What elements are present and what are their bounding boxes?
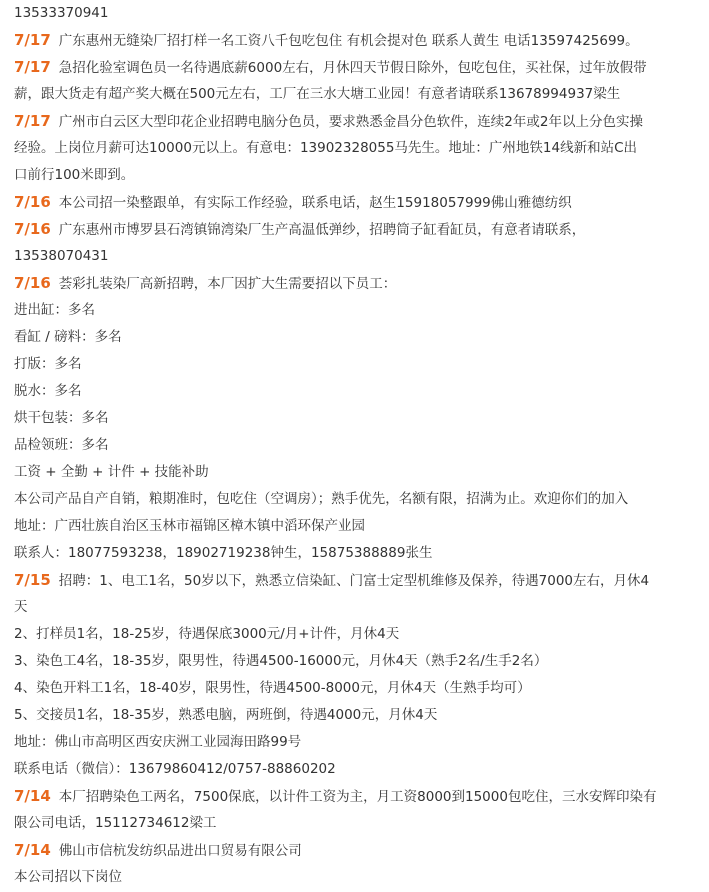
listing-line-18	[14, 486, 704, 513]
listing-line-20	[14, 540, 704, 567]
listing-line-17	[14, 459, 704, 486]
listing-line-13	[14, 351, 704, 378]
listing-text: 天	[14, 599, 28, 615]
listing-line-19	[14, 513, 704, 540]
listing-line-23	[14, 621, 704, 648]
listing-text: 地址：广西壮族自治区玉林市福锦区樟木镇中滔环保产业园	[14, 518, 365, 534]
listing-text: 急招化验室调色员一名待遇底薪6000左右，月休四天节假日除外，包吃包住，买社保，过年放假带	[58, 60, 647, 76]
listing-text: 品检领班：多名	[14, 437, 109, 453]
listing-line-16	[14, 432, 704, 459]
listing-line-28	[14, 756, 704, 783]
listing-text: 荟彩扎装染厂高新招聘，本厂因扩大生需要招以下员工：	[58, 276, 397, 292]
listing-line-15	[14, 405, 704, 432]
listing-text: 佛山市信杭发纺织品进出口贸易有限公司	[58, 843, 302, 859]
listing-text: 进出缸：多名	[14, 302, 95, 318]
listing-text: 工资 + 全勤 + 计件 + 技能补助	[14, 464, 209, 480]
listing-line-3	[14, 81, 704, 108]
listing-text: 脱水：多名	[14, 383, 82, 399]
listing-line-24	[14, 648, 704, 675]
listing-text: 13533370941	[14, 5, 109, 21]
listing-text: 经验。上岗位月薪可达10000元以上。有意电：13902328055马先生。地址：广州地铁14线新和站C出	[14, 140, 638, 156]
listing-line-21	[14, 567, 704, 594]
job-listing-page	[14, 0, 704, 891]
listing-line-1	[14, 27, 704, 54]
listing-text: 限公司电话，15112734612梁工	[14, 815, 217, 831]
listing-text: 口前行100米即到。	[14, 167, 135, 183]
listing-line-32	[14, 864, 704, 891]
listing-text: 烘干包装：多名	[14, 410, 109, 426]
listing-line-0	[14, 0, 704, 27]
listing-line-22	[14, 594, 704, 621]
listing-line-4	[14, 108, 704, 135]
listing-text: 5、交接员1名，18-35岁，熟悉电脑，两班倒，待遇4000元，月休4天	[14, 707, 438, 723]
listing-line-12	[14, 324, 704, 351]
listing-date: 7/17	[14, 112, 51, 130]
listing-line-5	[14, 135, 704, 162]
listing-date: 7/14	[14, 787, 51, 805]
listing-text: 本公司招以下岗位	[14, 869, 122, 885]
listing-line-30	[14, 810, 704, 837]
listing-line-9	[14, 243, 704, 270]
listing-line-26	[14, 702, 704, 729]
listing-text: 本公司招一染整跟单，有实际工作经验，联系电话，赵生15918057999佛山雅德纺织	[58, 195, 572, 211]
listing-line-25	[14, 675, 704, 702]
listing-line-8	[14, 216, 704, 243]
listing-text: 地址：佛山市高明区西安庆洲工业园海田路99号	[14, 734, 302, 750]
listing-text: 13538070431	[14, 248, 109, 264]
listing-line-31	[14, 837, 704, 864]
listing-date: 7/14	[14, 841, 51, 859]
listing-text: 联系电话（微信）：13679860412/0757-88860202	[14, 761, 336, 777]
listing-text: 本公司产品自产自销，粮期准时，包吃住（空调房）；熟手优先，名额有限，招满为止。欢迎你们的加入	[14, 491, 629, 507]
listing-date: 7/16	[14, 220, 51, 238]
listing-date: 7/16	[14, 193, 51, 211]
listing-text: 看缸 / 磅料：多名	[14, 329, 122, 345]
listing-text: 3、染色工4名，18-35岁，限男性，待遇4500-16000元，月休4天（熟手2名/生手2名）	[14, 653, 548, 669]
listing-line-10	[14, 270, 704, 297]
listing-text: 本厂招聘染色工两名，7500保底，以计件工资为主，月工资8000到15000包吃住，三水安辉印染有	[58, 789, 657, 805]
listing-line-7	[14, 189, 704, 216]
listing-text: 打版：多名	[14, 356, 82, 372]
listing-date: 7/17	[14, 31, 51, 49]
listing-text: 广东惠州无缝染厂招打样一名工资八千包吃包住 有机会提对色 联系人黄生 电话13597425699。	[58, 33, 639, 49]
listing-text: 招聘：1、电工1名，50岁以下，熟悉立信染缸、门富士定型机维修及保养，待遇7000左右，月休4	[58, 573, 650, 589]
listing-date: 7/17	[14, 58, 51, 76]
listing-text: 薪，跟大货走有超产奖大概在500元左右，工厂在三水大塘工业园！有意者请联系13678994937梁生	[14, 86, 621, 102]
listing-line-11	[14, 297, 704, 324]
listing-text: 4、染色开料工1名，18-40岁，限男性，待遇4500-8000元，月休4天（生熟手均可）	[14, 680, 531, 696]
listing-line-2	[14, 54, 704, 81]
listing-text: 广东惠州市博罗县石湾镇锦湾染厂生产高温低弹纱，招聘筒子缸看缸员，有意者请联系，	[58, 222, 586, 238]
listing-line-14	[14, 378, 704, 405]
listing-line-29	[14, 783, 704, 810]
listing-date: 7/15	[14, 571, 51, 589]
listing-line-6	[14, 162, 704, 189]
listing-text: 广州市白云区大型印花企业招聘电脑分色员，要求熟悉金昌分色软件，连续2年或2年以上分色实操	[58, 114, 643, 130]
listing-text: 2、打样员1名，18-25岁，待遇保底3000元/月+计件，月休4天	[14, 626, 400, 642]
listing-text: 联系人：18077593238，18902719238钟生，15875388889张生	[14, 545, 433, 561]
listing-date: 7/16	[14, 274, 51, 292]
listing-line-27	[14, 729, 704, 756]
